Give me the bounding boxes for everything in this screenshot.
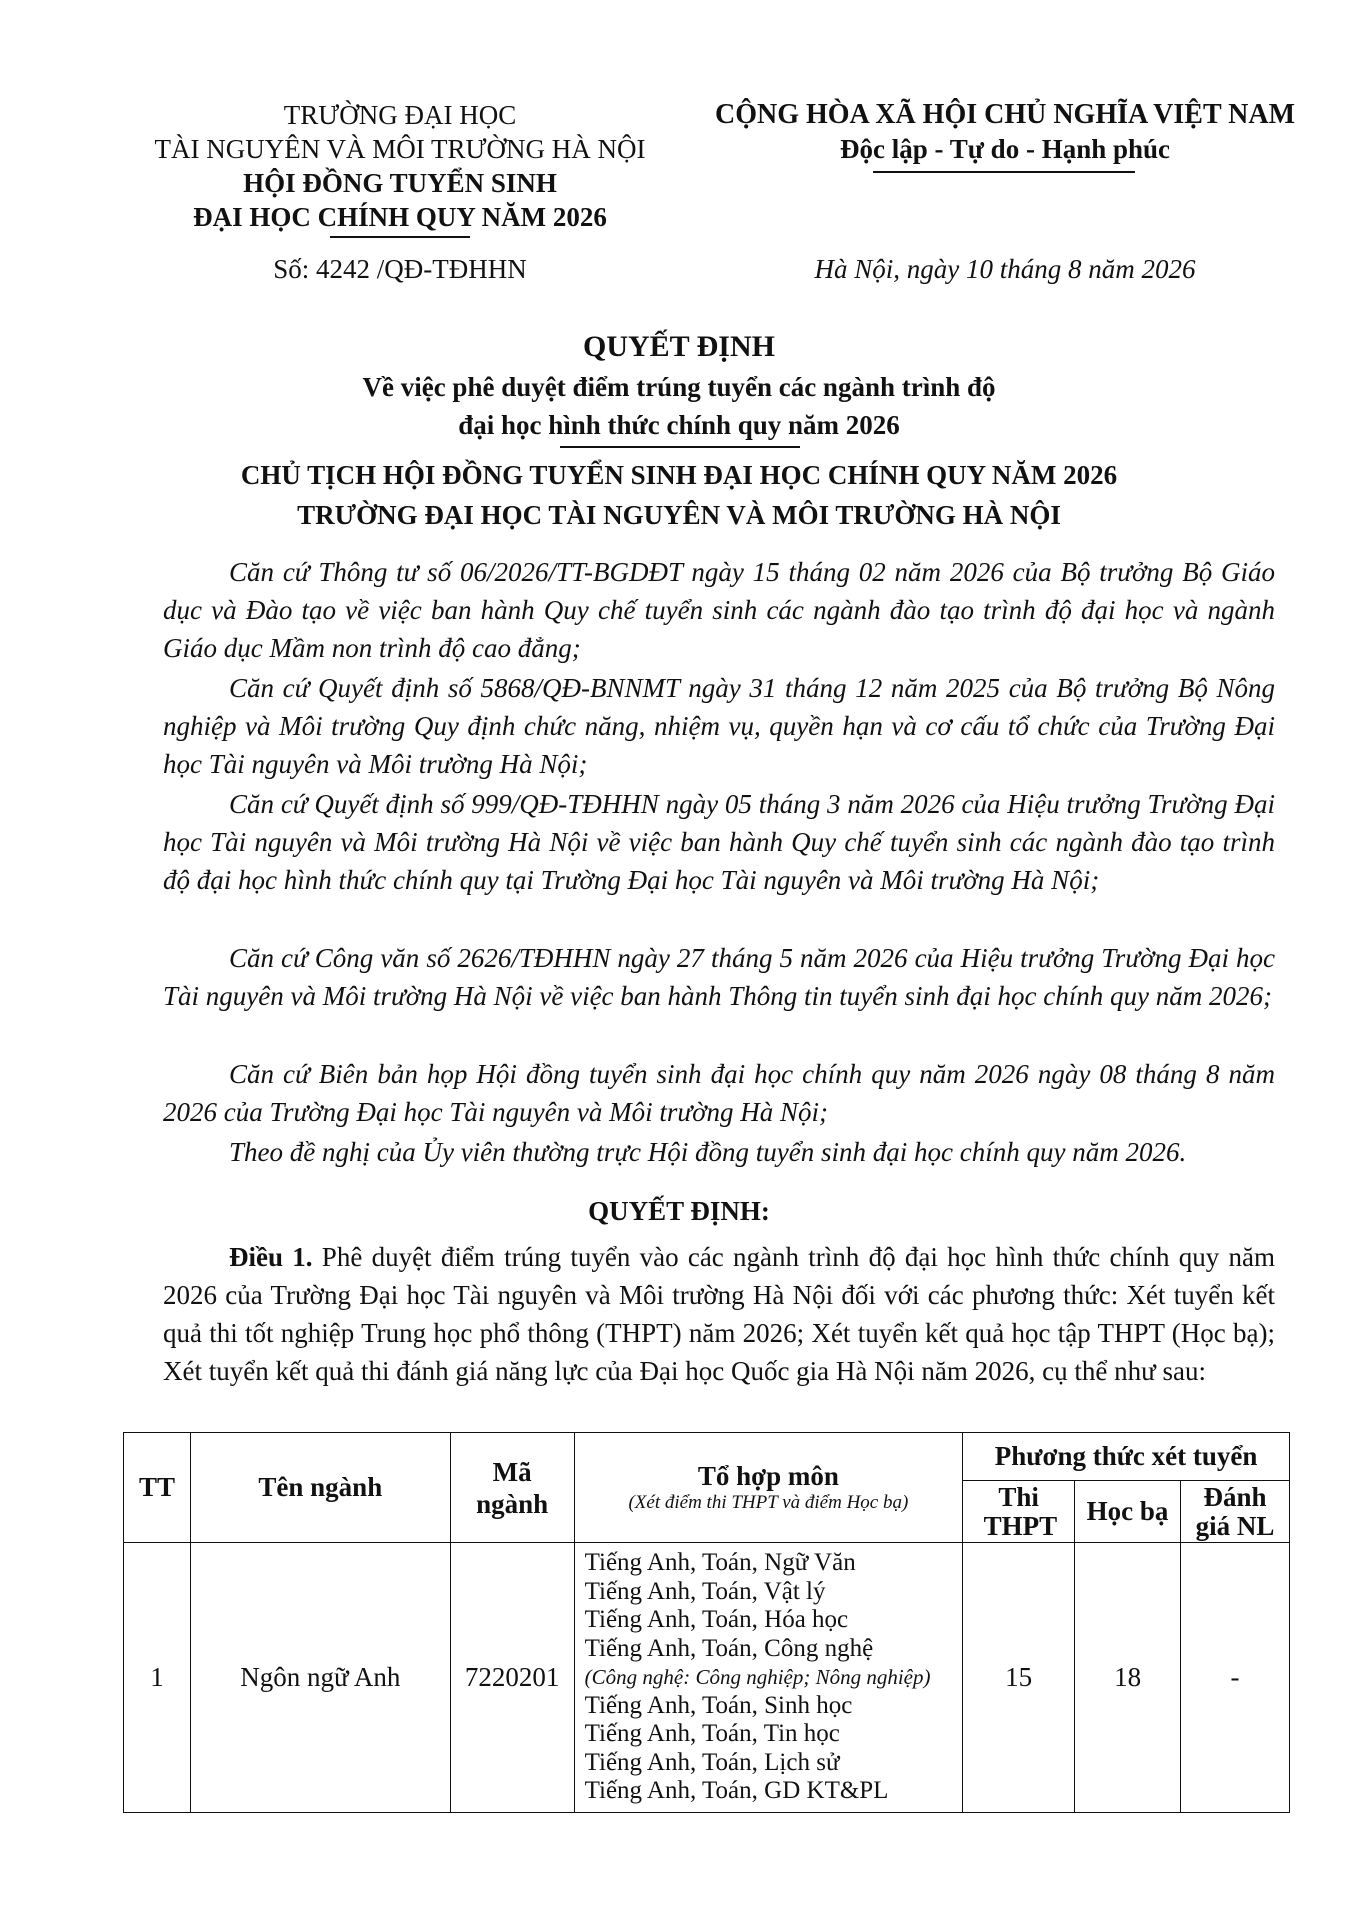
decision-subject-line2: đại học hình thức chính quy năm 2026 <box>458 410 900 440</box>
header-dgnl <box>1181 1481 1290 1543</box>
row-subject-combos <box>574 1543 963 1813</box>
header-thpt <box>963 1481 1075 1543</box>
header-major-name: Tên ngành <box>190 1433 450 1543</box>
ground-paragraph-1: Căn cứ Thông tư số 06/2026/TT-BGDĐT ngày 15 tháng 02 năm 2026 của Bộ trưởng Bộ Giáo dục và Đào tạo về việc ban hành Quy chế tuyển sinh các ngành đào tạo trình độ đại học và ngành Giáo dục Mầm non trình độ cao đẳng; <box>163 557 1275 663</box>
header-admission-methods: Phương thức xét tuyển <box>963 1433 1290 1481</box>
ground-paragraph-3: Căn cứ Quyết định số 999/QĐ-TĐHHN ngày 05 tháng 3 năm 2026 của Hiệu trưởng Trường Đại học Tài nguyên và Môi trường Hà Nội về việc ban hành Quy chế tuyển sinh các ngành đào tạo trình độ đại học hình thức chính quy tại Trường Đại học Tài nguyên và Môi trường Hà Nội; <box>163 789 1275 895</box>
issuer-university-line2: TÀI NGUYÊN VÀ MÔI TRƯỜNG HÀ NỘI <box>154 134 646 164</box>
authority-line2: TRƯỜNG ĐẠI HỌC TÀI NGUYÊN VÀ MÔI TRƯỜNG HÀ NỘI <box>297 500 1061 530</box>
article-1 <box>163 1238 1275 1390</box>
combo-note: (Công nghệ: Công nghiệp; Nông nghiệp) <box>584 1665 931 1690</box>
combo-item: Tiếng Anh, Toán, Vật lý <box>584 1577 826 1605</box>
decision-heading: QUYẾT ĐỊNH: <box>588 1196 770 1226</box>
header-hocba: Học bạ <box>1075 1481 1181 1543</box>
header-major-code-text: Mã ngành <box>476 1456 549 1519</box>
authority-line1: CHỦ TỊCH HỘI ĐỒNG TUYỂN SINH ĐẠI HỌC CHÍNH QUY NĂM 2026 <box>240 460 1118 490</box>
combo-item: Tiếng Anh, Toán, Hóa học <box>584 1606 849 1634</box>
decision-title: QUYẾT ĐỊNH <box>583 330 775 363</box>
decision-subject-line1: Về việc phê duyệt điểm trúng tuyển các ngành trình độ <box>362 372 996 402</box>
subject-underline <box>560 446 800 448</box>
header-tt: TT <box>124 1433 191 1543</box>
issuer-underline <box>330 236 470 238</box>
row-tt: 1 <box>124 1543 191 1813</box>
admission-score-table <box>123 1432 1290 1813</box>
combo-item: Tiếng Anh, Toán, GD KT&PL <box>584 1777 889 1805</box>
issuer-block <box>110 98 690 234</box>
combo-item: Tiếng Anh, Toán, Ngữ Văn <box>584 1549 856 1577</box>
table-header-row-1 <box>124 1433 1290 1481</box>
header-thpt-text: Thi THPT <box>983 1481 1058 1541</box>
ground-paragraph-4: Căn cứ Công văn số 2626/TĐHHN ngày 27 tháng 5 năm 2026 của Hiệu trưởng Trường Đại học Tài nguyên và Môi trường Hà Nội về việc ban hành Thông tin tuyển sinh đại học chính quy năm 2026; <box>163 943 1275 1011</box>
header-combo-note: (Xét điểm thi THPT và điểm Học bạ) <box>628 1492 909 1513</box>
article-1-text: Phê duyệt điểm trúng tuyển vào các ngành trình độ đại học hình thức chính quy năm 2026 của Trường Đại học Tài nguyên và Môi trường Hà Nội đối với các phương thức: Xét tuyển kết quả thi tốt nghiệp Trung học phổ thông (THPT) năm 2026; Xét tuyển kết quả học tập THPT (Học bạ); Xét tuyển kết quả thi đánh giá năng lực của Đại học Quốc gia Hà Nội năm 2026, cụ thể như sau: <box>163 1242 1276 1386</box>
header-combo-title: Tổ hợp môn <box>697 1461 839 1491</box>
row-score-thpt: 15 <box>963 1543 1075 1813</box>
row-score-dgnl: - <box>1181 1543 1290 1813</box>
ground-paragraph-2: Căn cứ Quyết định số 5868/QĐ-BNNMT ngày 31 tháng 12 năm 2025 của Bộ trưởng Bộ Nông nghiệp và Môi trường Quy định chức năng, nhiệm vụ, quyền hạn và cơ cấu tổ chức của Trường Đại học Tài nguyên và Môi trường Hà Nội; <box>163 673 1275 779</box>
national-motto: Độc lập - Tự do - Hạnh phúc <box>839 134 1171 164</box>
combo-item: Tiếng Anh, Toán, Sinh học <box>584 1691 853 1719</box>
national-title: CỘNG HÒA XÃ HỘI CHỦ NGHĨA VIỆT NAM <box>714 99 1296 130</box>
ground-paragraph-6: Theo đề nghị của Ủy viên thường trực Hội đồng tuyển sinh đại học chính quy năm 2026. <box>229 1137 1187 1167</box>
combo-item: Tiếng Anh, Toán, Tin học <box>584 1720 840 1748</box>
motto-underline <box>873 171 1135 173</box>
ground-paragraph-5: Căn cứ Biên bản họp Hội đồng tuyển sinh đại học chính quy năm 2026 ngày 08 tháng 8 năm 2026 của Trường Đại học Tài nguyên và Môi trường Hà Nội; <box>163 1059 1275 1127</box>
document-number: Số: 4242 /QĐ-TĐHHN <box>273 254 527 284</box>
issuer-council: HỘI ĐỒNG TUYỂN SINH <box>243 168 557 198</box>
header-dgnl-text: Đánh giá NL <box>1195 1481 1275 1541</box>
header-subject-combo <box>574 1433 963 1543</box>
issuer-university-line1: TRƯỜNG ĐẠI HỌC <box>283 100 517 130</box>
header-major-code <box>450 1433 574 1543</box>
row-major-code: 7220201 <box>450 1543 574 1813</box>
issue-date: Hà Nội, ngày 10 tháng 8 năm 2026 <box>814 254 1196 284</box>
combo-item: Tiếng Anh, Toán, Lịch sử <box>584 1748 840 1776</box>
article-1-label: Điều 1. <box>229 1242 313 1272</box>
table-row <box>124 1543 1290 1813</box>
row-score-hocba: 18 <box>1075 1543 1181 1813</box>
national-header <box>690 98 1320 166</box>
row-major-name: Ngôn ngữ Anh <box>190 1543 450 1813</box>
issuer-council-year: ĐẠI HỌC CHÍNH QUY NĂM 2026 <box>193 202 607 232</box>
combo-item: Tiếng Anh, Toán, Công nghệ <box>584 1634 874 1662</box>
